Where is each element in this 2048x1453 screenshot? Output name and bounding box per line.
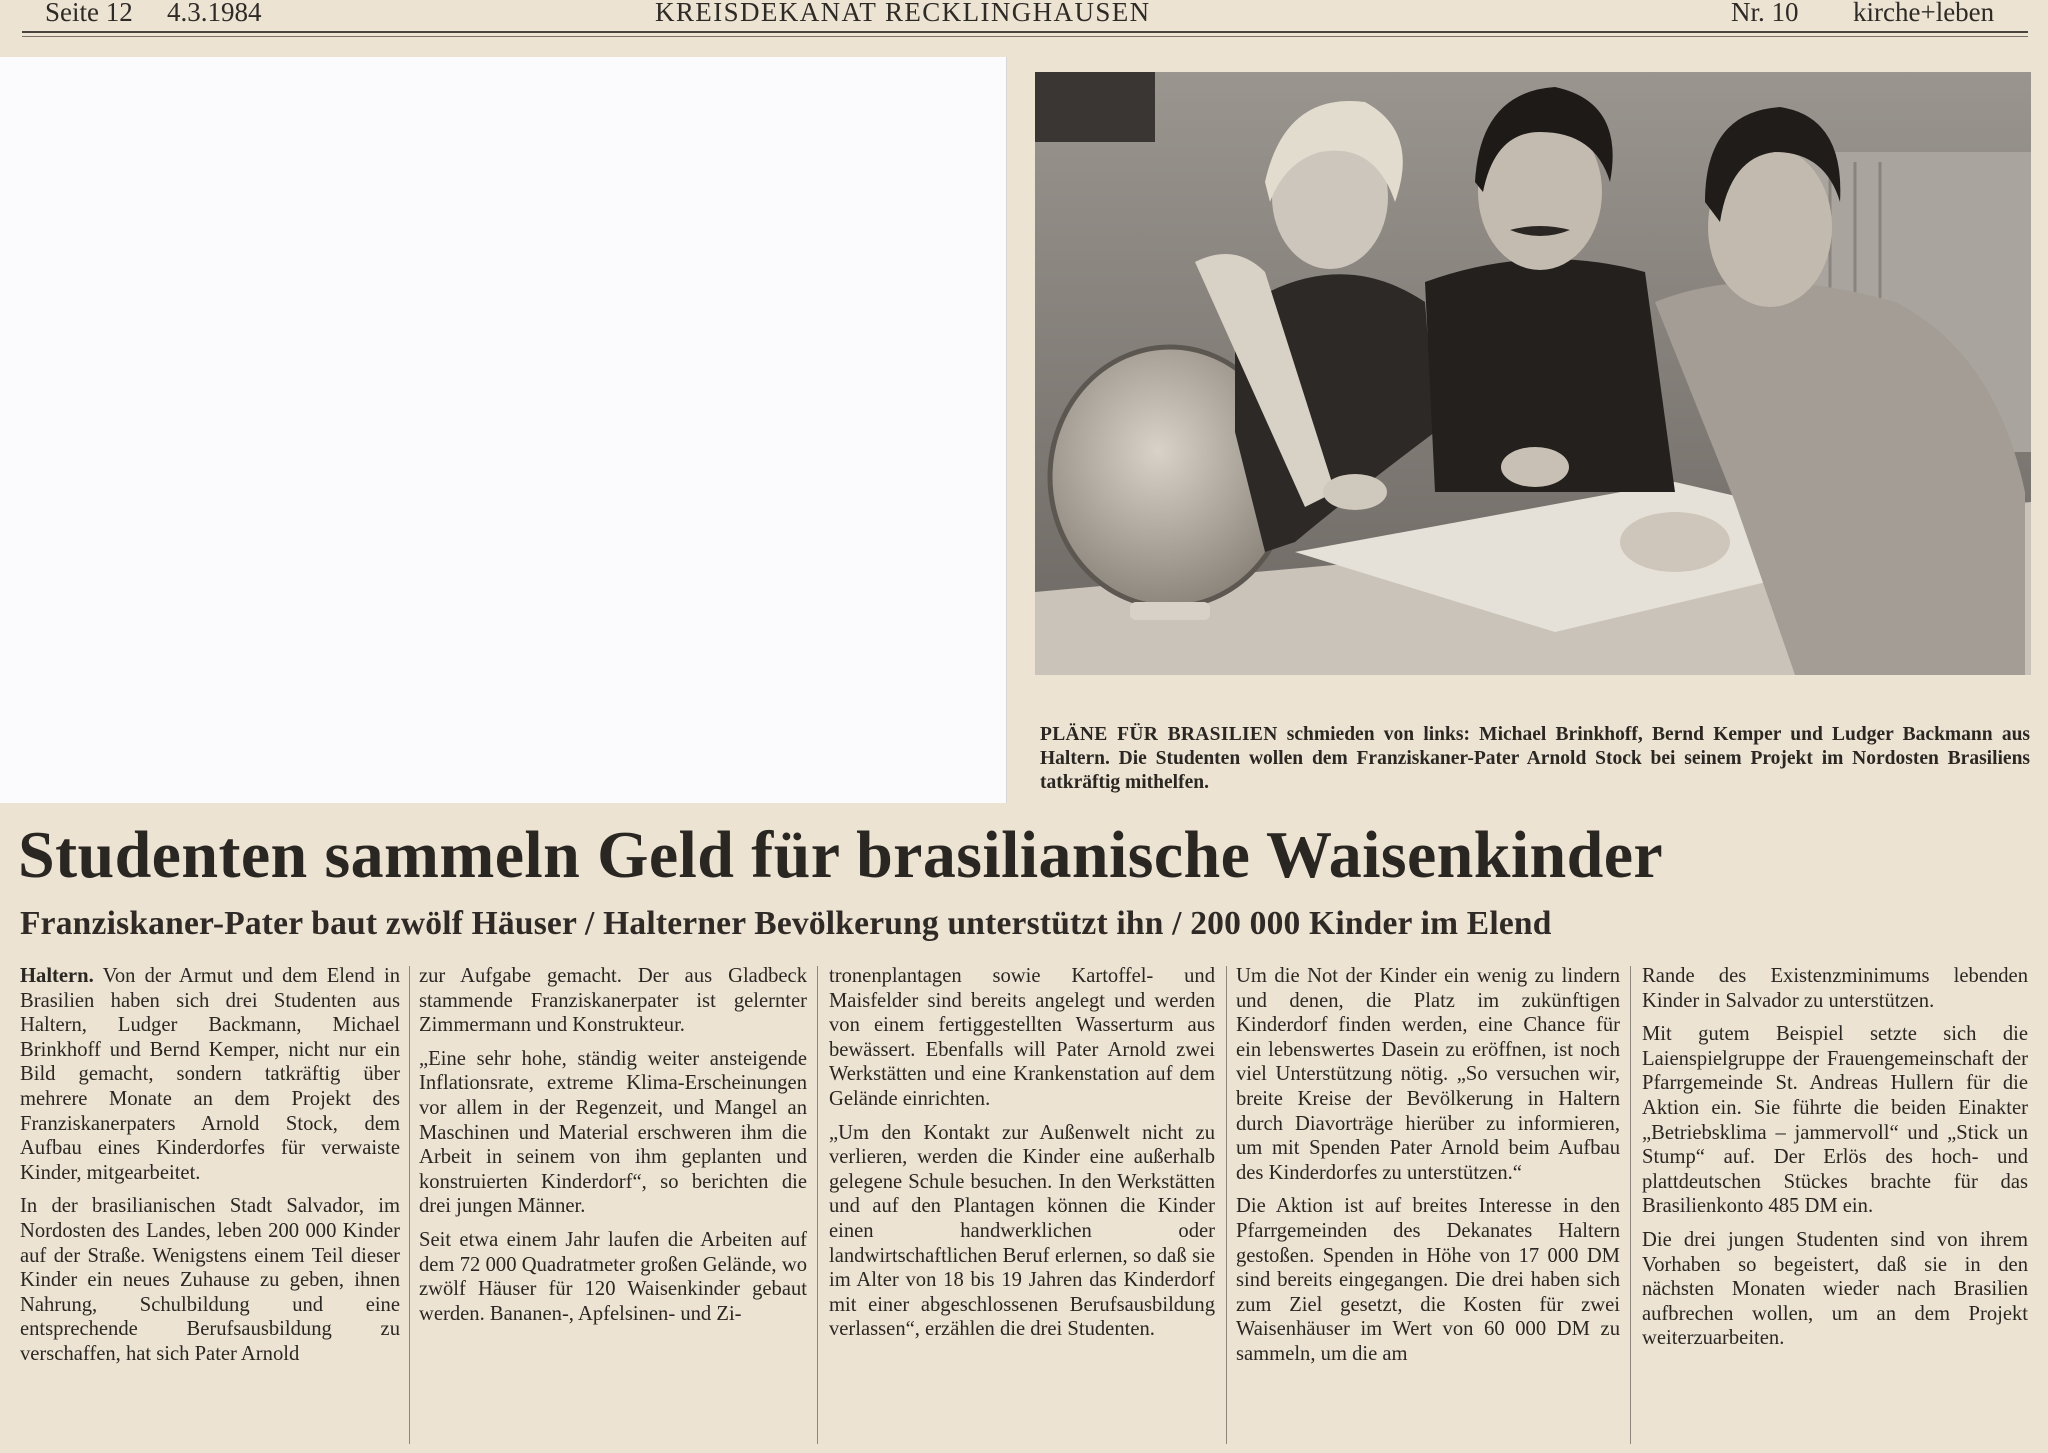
column-rule xyxy=(1226,966,1227,1444)
paragraph: „Eine sehr hohe, ständig weiter ansteigende Inflationsrate, extreme Klima-Erscheinungen vor allem in der Regenzeit, und Mangel an Maschinen und Material erschweren ihm die Arbeit in seinem von ihm geplanten und konstruierten Kinderdorf“, so berichten die drei jungen Männer. xyxy=(419,1047,807,1218)
paragraph: „Um den Kontakt zur Außenwelt nicht zu verlieren, werden die Kinder eine außerhalb gelegene Schule besuchen. In den Werkstätten und auf den Plantagen können die Kinder einen handwerklichen oder landwirtschaftlichen Beruf erlernen, so daß sie im Alter von 18 bis 19 Jahren das Kinderdorf mit einer abgeschlossenen Berufsausbildung verlassen“, erzählen die drei Studenten. xyxy=(829,1121,1215,1341)
headline: Studenten sammeln Geld für brasilianische Waisenkinder xyxy=(18,818,1664,892)
article-column-2 xyxy=(419,964,807,1326)
article-column-1 xyxy=(20,964,400,1367)
publication-name: kirche+leben xyxy=(1853,0,1995,27)
paragraph: In der brasilianischen Stadt Salvador, im Nordosten des Landes, leben 200 000 Kinder auf der Straße. Wenigstens einem Teil dieser Kinder ein neues Zuhause zu geben, ihnen Nahrung, Schulbildung und eine entsprechende Berufsausbildung zu verschaffen, hat sich Pater Arnold xyxy=(20,1195,400,1365)
paragraph: Mit gutem Beispiel setzte sich die Laienspielgruppe der Frauengemeinschaft der Pfarrgemeinde St. Andreas Hullern für die Aktion ein. Sie führte die beiden Einakter „Betriebsklima – jammervoll“ und „Stick un Stump“ auf. Der Erlös des hoch- und plattdeutschen Stückes brachte für das Brasilienkonto 485 DM ein. xyxy=(1642,1023,2028,1218)
paragraph: Um die Not der Kinder ein wenig zu lindern und denen, die Platz im zukünftigen Kinderdorf finden werden, eine Chance für ein lebenswertes Dasein zu eröffnen, ist noch viel Unterstützung nötig. „So versuchen wir, breite Kreise der Bevölkerung in Haltern durch Diavorträge hierüber zu informieren, um mit Spenden Pater Arnold beim Aufbau des Kinderdorfes zu unterstützen.“ xyxy=(1236,965,1620,1184)
column-rule xyxy=(409,966,410,1444)
paragraph: Seit etwa einem Jahr laufen die Arbeiten auf dem 72 000 Quadratmeter großen Gelände, wo zwölf Häuser für 120 Waisenkinder gebaut werden. Bananen-, Apfelsinen- und Zi- xyxy=(419,1228,807,1325)
article-column-4 xyxy=(1236,964,1620,1367)
paragraph: Die Aktion ist auf breites Interesse in den Pfarrgemeinden des Dekanates Haltern gestoßen. Spenden in Höhe von 17 000 DM sind bereits eingegangen. Die drei haben sich zum Ziel gesetzt, die Kosten für zwei Waisenhäuser im Wert von 60 000 DM zu sammeln, um die am xyxy=(1236,1195,1620,1365)
column-rule xyxy=(817,966,818,1444)
paragraph: zur Aufgabe gemacht. Der aus Gladbeck stammende Franziskanerpater ist gelernter Zimmermann und Konstrukteur. xyxy=(419,965,807,1037)
page-number: Seite 12 xyxy=(45,0,133,27)
section-title: KREISDEKANAT RECKLINGHAUSEN xyxy=(655,0,1151,27)
column-rule xyxy=(1630,966,1631,1444)
paragraph-text: Von der Armut und dem Elend in Brasilien haben sich drei Studenten aus Haltern, Ludger Backmann, Michael Brinkhoff und Bernd Kemper, nicht nur ein Bild gemacht, sondern tatkräftig über mehrere Monate an dem Projekt des Franziskanerpaters Arnold Stock, dem Aufbau eines Kinderdorfes für verwaiste Kinder, mitgearbeitet. xyxy=(20,965,400,1184)
caption-lead: PLÄNE FÜR BRASILIEN xyxy=(1040,724,1278,745)
subheadline: Franziskaner-Pater baut zwölf Häuser / Halterner Bevölkerung unterstützt ihn / 200 000 Kinder im Elend xyxy=(20,905,1552,942)
news-photo xyxy=(1035,72,2031,675)
article-column-5 xyxy=(1642,964,2028,1351)
article-column-3 xyxy=(829,964,1215,1342)
issue-number: Nr. 10 xyxy=(1731,0,1799,27)
masthead-rule xyxy=(22,31,2028,33)
masthead-rule-thin xyxy=(22,36,2028,37)
caption-text: schmieden von links: Michael Brinkhoff, Bernd Kemper und Ludger Backmann aus Haltern. Die Studenten wollen dem Franziskaner-Pater Arnold Stock bei seinem Projekt im Nordosten Brasiliens tatkräftig mithelfen. xyxy=(1040,724,2030,793)
paragraph xyxy=(20,964,400,1185)
paragraph: tronenplantagen sowie Kartoffel- und Maisfelder sind bereits angelegt und werden von einem fertiggestellten Wasserturm aus bewässert. Ebenfalls will Pater Arnold zwei Werkstätten und eine Krankenstation auf dem Gelände einrichten. xyxy=(829,965,1215,1110)
paragraph: Rande des Existenzminimums lebenden Kinder in Salvador zu unterstützen. xyxy=(1642,965,2028,1012)
issue-date: 4.3.1984 xyxy=(167,0,262,27)
paragraph: Die drei jungen Studenten sind von ihrem Vorhaben so begeistert, daß sie in den nächsten Monaten wieder nach Brasilien aufbrechen wollen, um an dem Projekt weiterzuarbeiten. xyxy=(1642,1228,2028,1350)
photo-caption xyxy=(1040,723,2030,795)
dateline: Haltern. xyxy=(20,965,94,987)
blank-paper-overlay xyxy=(0,57,1007,803)
